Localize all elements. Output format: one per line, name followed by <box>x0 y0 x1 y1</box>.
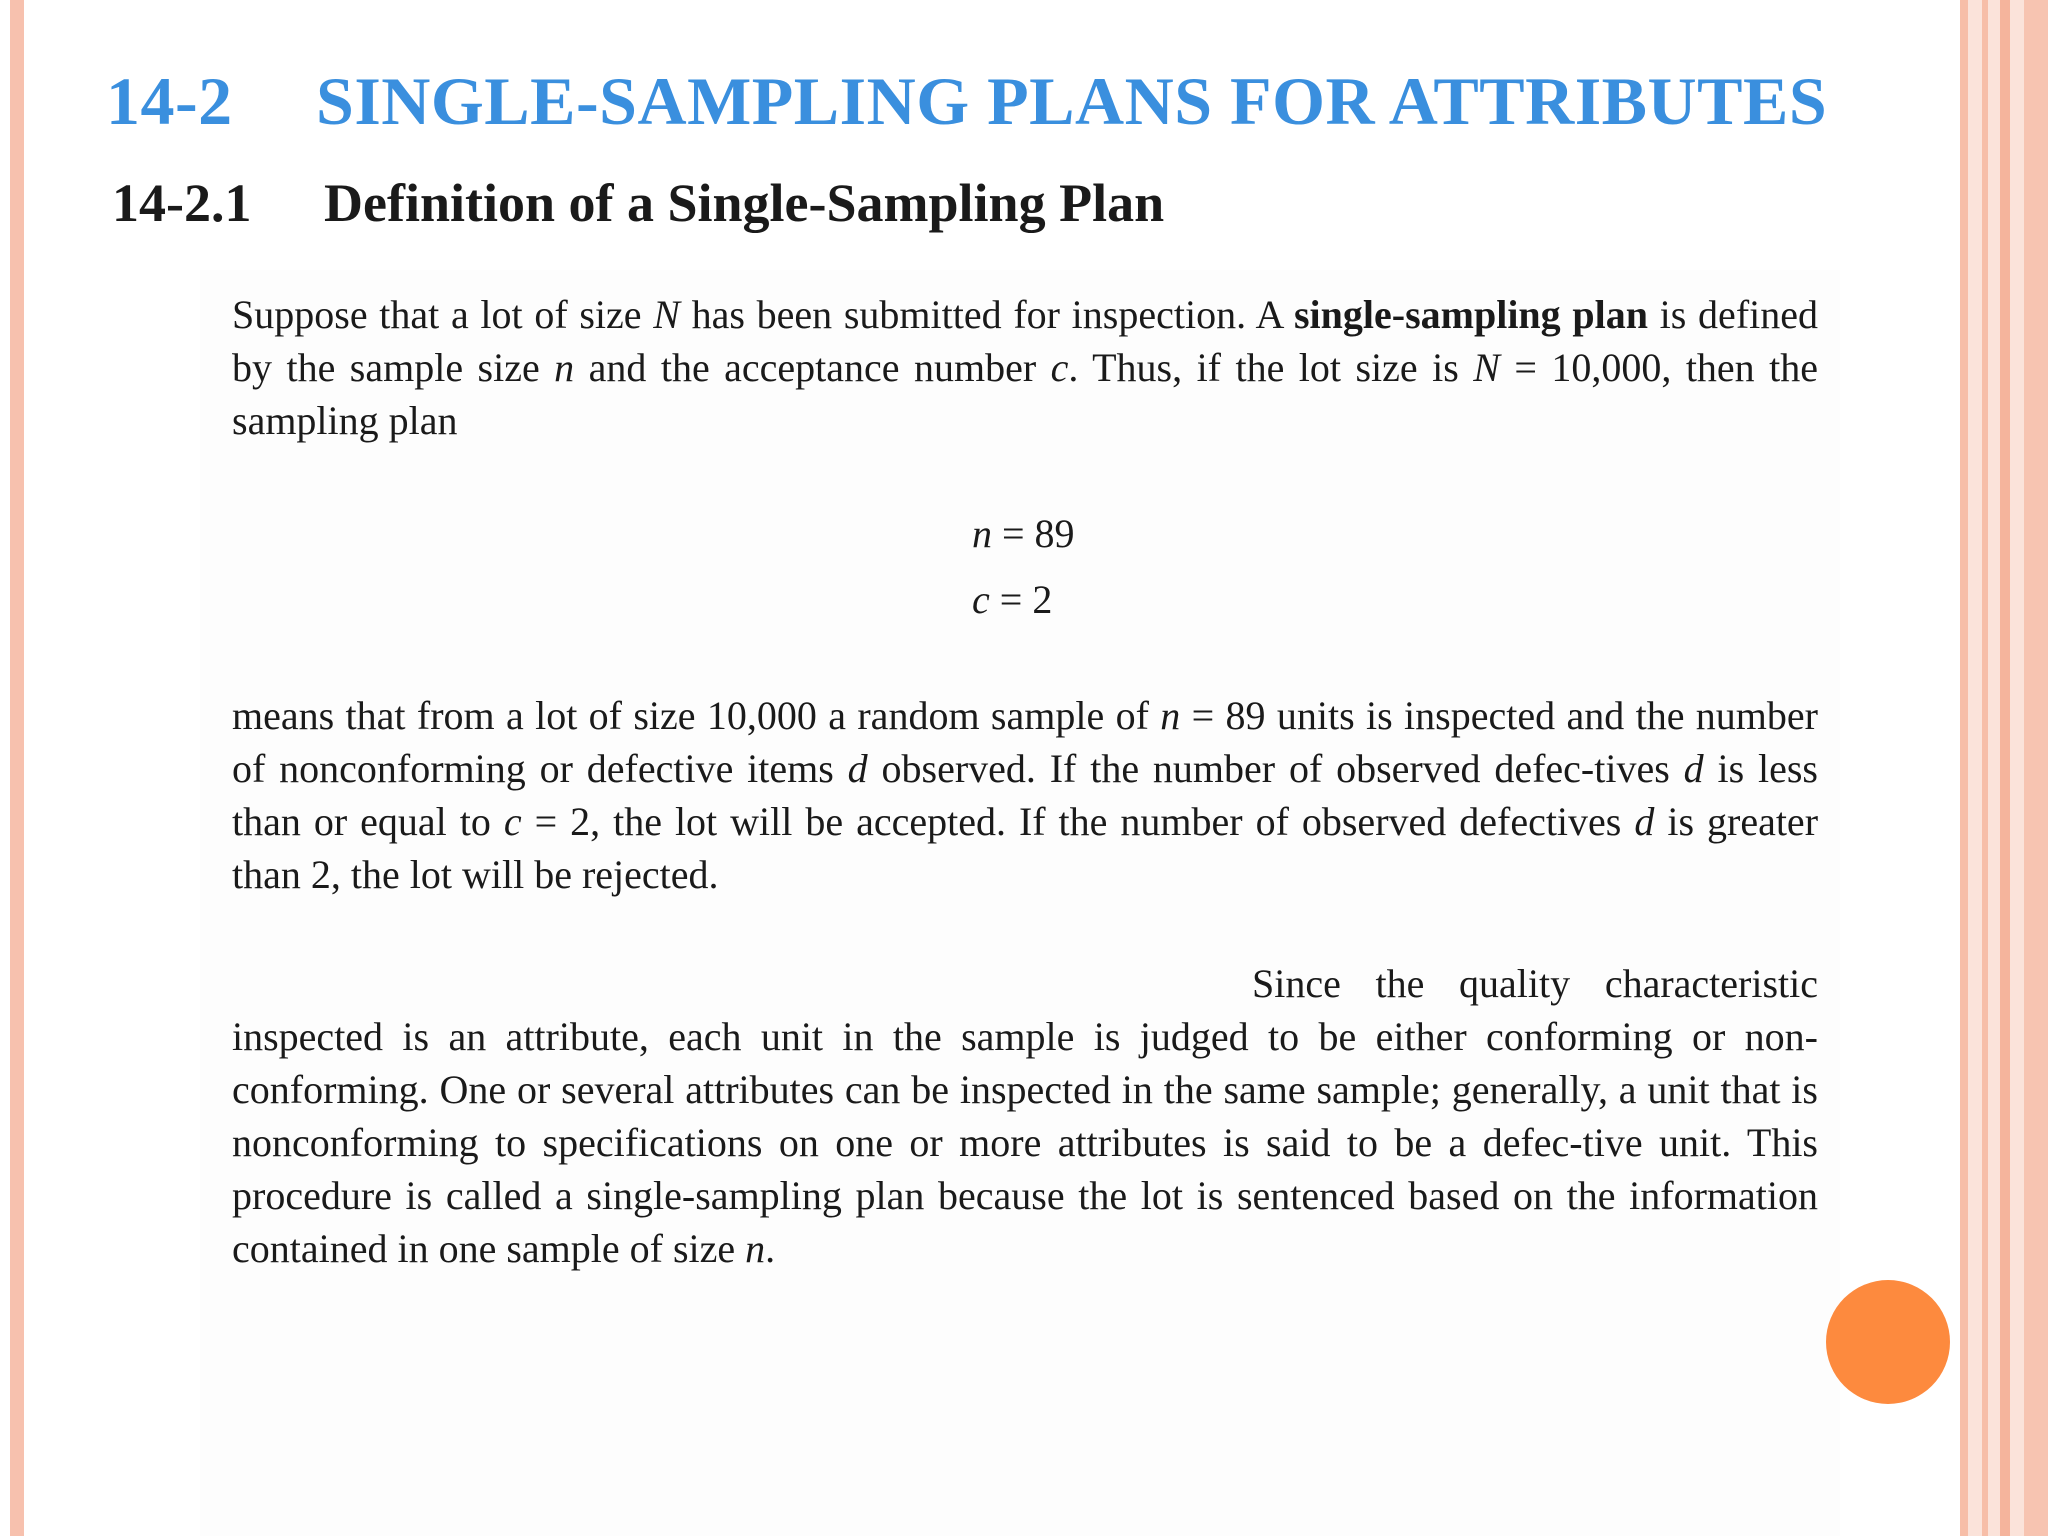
math-variable: n <box>972 511 992 556</box>
text-run: . Thus, if the lot size is <box>1068 345 1474 390</box>
math-variable: n <box>1160 693 1181 738</box>
text-run: and the acceptance number <box>574 345 1051 390</box>
section-title-text: SINGLE-SAMPLING PLANS FOR ATTRIBUTES <box>316 63 1828 139</box>
text-run: is less than or equal to <box>232 746 1818 844</box>
text-run: = 2, the lot will be accepted. If the number of observed defectives <box>521 799 1635 844</box>
text-run: Suppose that a lot of size <box>232 292 654 337</box>
text-run: = 89 units is inspected and the number of nonconforming or defective items <box>232 693 1818 791</box>
text-run: is greater than 2, the lot will be rejected. <box>232 799 1819 897</box>
math-variable: d <box>1683 746 1704 791</box>
math-variable: d <box>847 746 868 791</box>
text-run: Since the quality characteristic inspected is an attribute, each unit in the sample is judged to be either conforming or non-conforming. One or several attributes can be inspected in the same sample; generally, a unit that is nonconforming to specifications on one or more attributes is said to be a defec-tive unit. This procedure is called a single-sampling plan because the lot is sentenced based on the information contained in one sample of size <box>232 961 1818 1271</box>
key-term: single-sampling plan <box>1293 292 1648 337</box>
math-variable: n <box>554 345 575 390</box>
text-run: has been submitted for inspection. A <box>679 292 1294 337</box>
subsection-title-text: Definition of a Single-Sampling Plan <box>324 173 1165 233</box>
text-run: . <box>765 1226 776 1271</box>
math-variable: c <box>972 577 990 622</box>
decorative-orange-circle <box>1826 1280 1950 1404</box>
subsection-heading <box>112 172 1164 234</box>
content-panel <box>200 270 1840 1536</box>
math-variable: c <box>503 799 522 844</box>
slide-right-stripe <box>2024 0 2048 1536</box>
paragraph-definition <box>232 288 1818 447</box>
text-run: is defined by the sample size <box>232 292 1819 390</box>
paragraph-explanation <box>232 689 1818 901</box>
equation-value: = 89 <box>992 511 1075 556</box>
subsection-number: 14-2.1 <box>112 173 252 233</box>
text-run: = 10,000, then the sampling plan <box>232 345 1819 443</box>
math-variable: N <box>653 292 680 337</box>
section-number: 14-2 <box>106 63 233 139</box>
math-variable: n <box>745 1226 766 1271</box>
equation-sample-size <box>972 511 1075 556</box>
math-variable: N <box>1473 345 1500 390</box>
slide-title <box>106 62 1827 141</box>
slide-left-border <box>10 0 24 1536</box>
paragraph-attributes <box>232 957 1818 1275</box>
math-variable: d <box>1634 799 1655 844</box>
text-run: observed. If the number of observed defec-tives <box>867 746 1684 791</box>
slide-right-stripe <box>2000 0 2010 1536</box>
text-run: means that from a lot of size 10,000 a random sample of <box>232 693 1161 738</box>
slide-right-stripe <box>1960 0 1968 1536</box>
equation-value: = 2 <box>989 577 1053 622</box>
slide-right-stripe <box>1982 0 1988 1536</box>
equation-acceptance-number <box>972 577 1053 622</box>
math-variable: c <box>1050 345 1069 390</box>
